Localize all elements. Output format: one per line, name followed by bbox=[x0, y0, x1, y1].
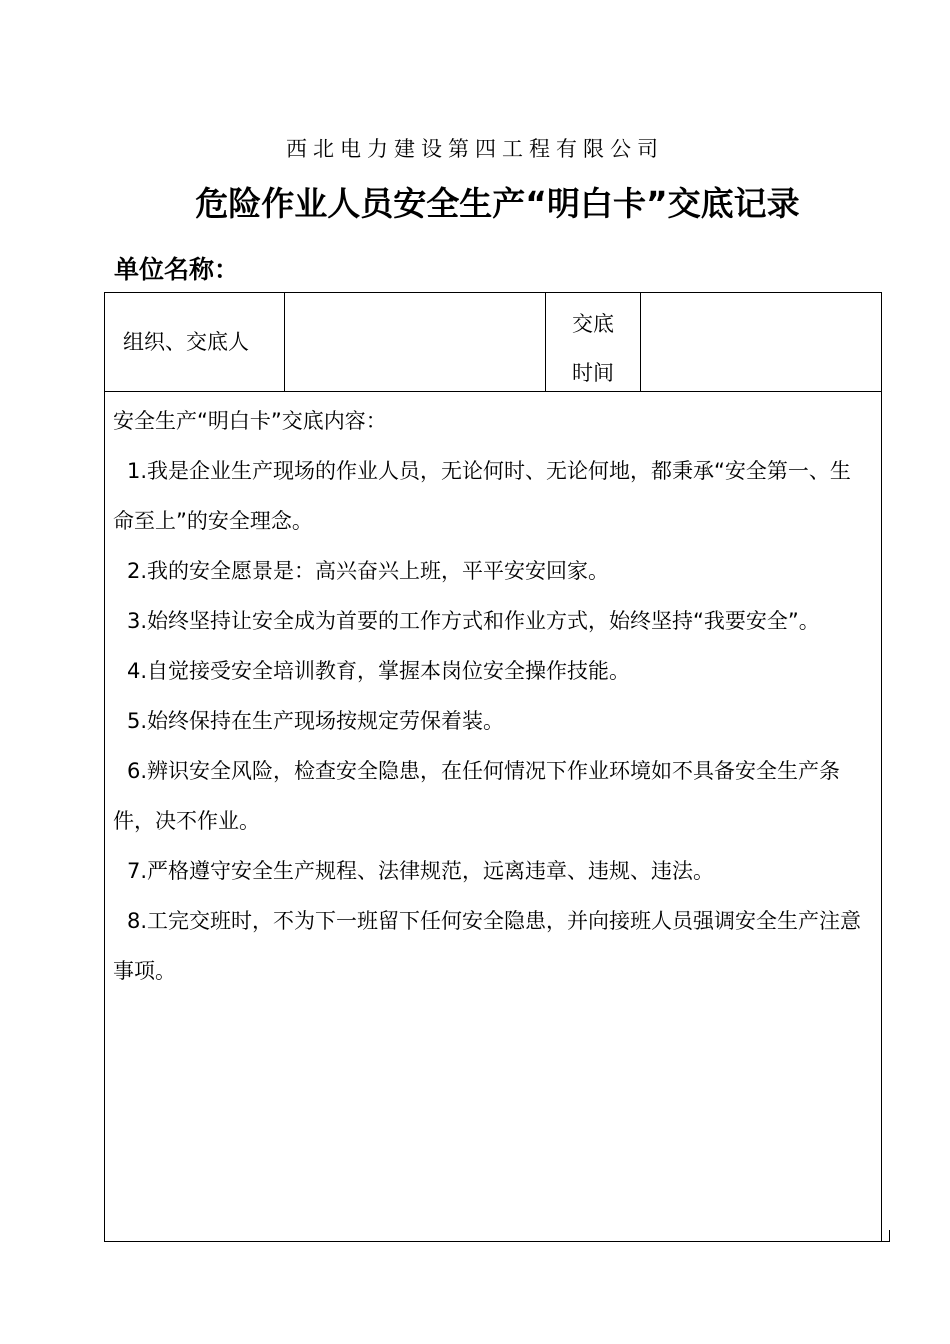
briefing-time-label-line1: 交底 bbox=[572, 312, 614, 336]
content-item: 4.自觉接受安全培训教育，掌握本岗位安全操作技能。 bbox=[127, 659, 631, 683]
content-item: 6.辨识安全风险，检查安全隐患，在任何情况下作业环境如不具备安全生产条件，决不作业。 bbox=[113, 759, 841, 833]
content-item: 2.我的安全愿景是：高兴奋兴上班，平平安安回家。 bbox=[127, 559, 610, 583]
content-item: 1.我是企业生产现场的作业人员，无论何时、无论何地，都秉承“安全第一、生命至上”的安全理念。 bbox=[113, 459, 851, 533]
table-column-divider bbox=[640, 292, 641, 391]
document-title: 危险作业人员安全生产“明白卡”交底记录 bbox=[195, 184, 800, 223]
content-item: 5.始终保持在生产现场按规定劳保着装。 bbox=[127, 709, 505, 733]
table-column-divider bbox=[284, 292, 285, 391]
briefing-time-label-line2: 时间 bbox=[572, 361, 614, 385]
briefing-content bbox=[113, 396, 868, 996]
corner-mark bbox=[882, 1230, 890, 1242]
table-row-divider bbox=[104, 391, 881, 392]
content-item: 7.严格遵守安全生产规程、法律规范，远离违章、违规、违法。 bbox=[127, 859, 715, 883]
company-name: 西北电力建设第四工程有限公司 bbox=[286, 137, 664, 161]
briefing-time-label bbox=[546, 300, 640, 398]
organizer-label: 组织、交底人 bbox=[123, 330, 249, 354]
content-item: 8.工完交班时，不为下一班留下任何安全隐患，并向接班人员强调安全生产注意事项。 bbox=[113, 909, 862, 983]
unit-name-label: 单位名称： bbox=[114, 255, 240, 284]
content-heading: 安全生产“明白卡”交底内容： bbox=[113, 409, 387, 433]
content-item: 3.始终坚持让安全成为首要的工作方式和作业方式，始终坚持“我要安全”。 bbox=[127, 609, 820, 633]
